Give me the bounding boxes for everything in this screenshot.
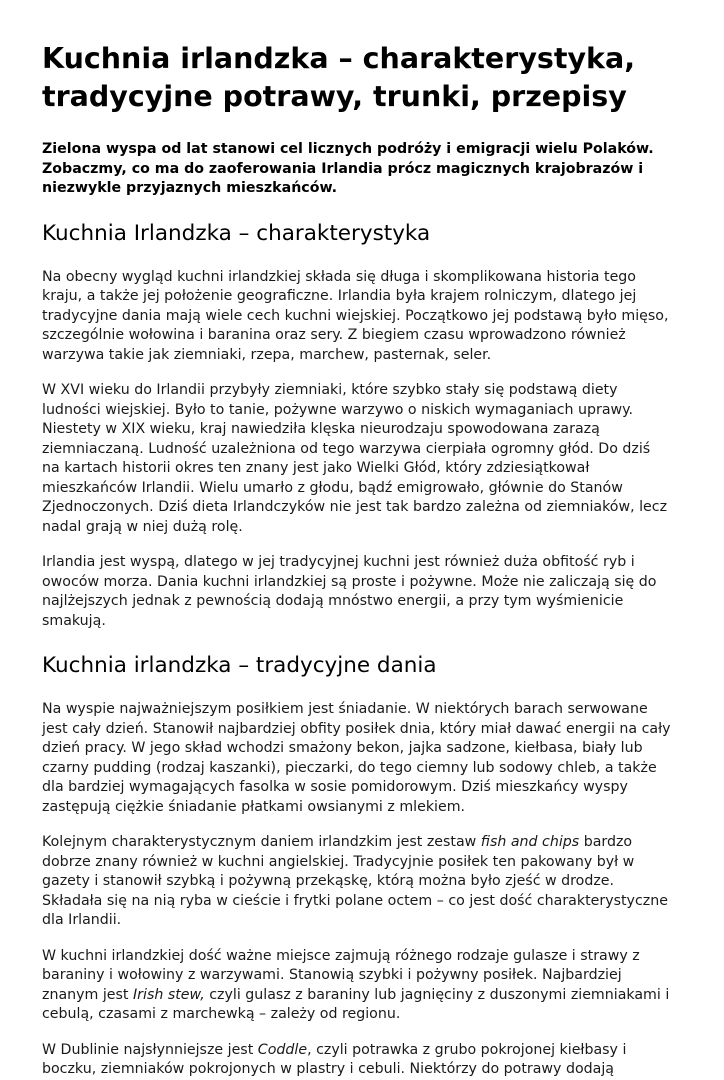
- paragraph: [42, 833, 682, 931]
- text-line: niezwykle przyjaznych mieszkańców.: [42, 180, 338, 196]
- text-fragment: znanym jest: [42, 986, 133, 1003]
- title-line: Kuchnia irlandzka – charakterystyka,: [42, 42, 636, 75]
- text-line: zastępują ciężkie śniadanie płatkami owsianymi z mlekiem.: [42, 798, 466, 815]
- dish-name-coddle: Coddle: [257, 1041, 308, 1058]
- paragraph: [42, 1041, 682, 1080]
- lead-paragraph: [42, 140, 682, 199]
- paragraph: [42, 268, 682, 366]
- text-line: nadal grają w niej dużą rolę.: [42, 518, 243, 535]
- text-line: [42, 986, 682, 1006]
- paragraph: [42, 700, 682, 817]
- text-line: Zobaczmy, co ma do zaoferowania Irlandia prócz magicznych krajobrazów i: [42, 160, 644, 177]
- text-line: Irlandia jest wyspą, dlatego w jej tradycyjnej kuchni jest również duża obfitość ryb i: [42, 554, 635, 570]
- text-line: jest cały dzień. Stanowił najbardziej obfity posiłek dnia, który miał dawać energii na cały: [42, 720, 671, 737]
- text-line: smakują.: [42, 612, 106, 629]
- text-line: najlżejszych jednak z pewnością dodają mnóstwo energii, a przy tym wyśmienicie: [42, 593, 624, 609]
- text-line: Zielona wyspa od lat stanowi cel licznych podróży i emigracji wielu Polaków.: [42, 141, 654, 157]
- text-line: boczku, ziemniaków pokrojonych w plastry i cebuli. Niektórzy do potrawy dodają: [42, 1061, 614, 1077]
- text-fragment: Kolejnym charakterystycznym daniem irlandzkim jest zestaw: [42, 834, 481, 850]
- dish-name-fish-and-chips: fish and chips: [480, 834, 580, 850]
- text-fragment: czyli gulasz z baraniny lub jagnięciny z duszonymi ziemniakami i: [204, 986, 670, 1003]
- text-line: tradycyjne dania mają wiele cech kuchni wiejskiej. Początkowo jej podstawą było mięso,: [42, 307, 669, 324]
- text-line: baraniny i wołowiny z warzywami. Stanowią szybki i pożywny posiłek. Najbardziej: [42, 967, 622, 983]
- paragraph: [42, 947, 682, 1025]
- text-line: dla Irlandii.: [42, 912, 122, 928]
- text-line: gazety i stanowił szybką i pożywną przekąskę, którą można było zjeść w drodze.: [42, 873, 615, 889]
- paragraph: [42, 381, 682, 537]
- text-line: warzywa takie jak ziemniaki, rzepa, marchew, pasternak, seler.: [42, 346, 492, 363]
- text-fragment: bardzo: [579, 834, 633, 850]
- text-line: dla bardziej wymagających fasolka w sosie pomidorowym. Dziś mieszkańcy wyspy: [42, 779, 628, 795]
- text-line: Niestety w XIX wieku, kraj nawiedziła klęska nieurodzaju spowodowana zarazą: [42, 421, 600, 437]
- text-line: [42, 1041, 682, 1061]
- text-line: czarny pudding (rodzaj kaszanki), pieczarki, do tego ciemny lub sodowy chleb, a także: [42, 759, 657, 776]
- text-line: cebulą, czasami z marchewką – zależy od regionu.: [42, 1006, 401, 1022]
- text-line: Składała się na nią ryba w cieście i frytki polane octem – co jest dość charakterystyczne: [42, 892, 668, 909]
- section-heading-characteristics: Kuchnia Irlandzka – charakterystyka: [42, 220, 431, 246]
- text-line: [42, 833, 682, 853]
- text-line: na kartach historii okres ten znany jest jako Wielki Głód, który zdziesiątkował: [42, 460, 590, 476]
- text-line: dobrze znany również w kuchni angielskiej. Tradycyjnie posiłek ten pakowany był w: [42, 853, 635, 870]
- text-line: kraju, a także jej położenie geograficzne. Irlandia była krajem rolniczym, dlatego jej: [42, 288, 637, 304]
- text-line: W XVI wieku do Irlandii przybyły ziemniaki, które szybko stały się podstawą diety: [42, 382, 618, 398]
- paragraph: [42, 553, 682, 631]
- text-line: W kuchni irlandzkiej dość ważne miejsce zajmują różnego rodzaje gulasze i strawy z: [42, 947, 640, 964]
- text-line: szczególnie wołowina i baranina oraz sery. Z biegiem czasu wprowadzono również: [42, 327, 626, 343]
- section-heading-traditional-dishes: Kuchnia irlandzka – tradycyjne dania: [42, 653, 437, 678]
- text-line: dzień pracy. W jego skład wchodzi smażony bekon, jajka sadzone, kiełbasa, biały lub: [42, 740, 643, 756]
- text-line: mieszkańców Irlandii. Wielu umarło z głodu, bądź emigrowało, głównie do Stanów: [42, 479, 623, 496]
- text-fragment: , czyli potrawka z grubo pokrojonej kiełbasy i: [307, 1041, 627, 1058]
- text-line: owoców morza. Dania kuchni irlandzkiej są proste i pożywne. Może nie zaliczają się do: [42, 573, 657, 590]
- dish-name-irish-stew: Irish stew,: [133, 986, 205, 1003]
- text-line: ludności wiejskiej. Było to tanie, pożywne warzywo o niskich wymaganiach uprawy.: [42, 401, 634, 418]
- text-line: Na wyspie najważniejszym posiłkiem jest śniadanie. W niektórych barach serwowane: [42, 701, 648, 717]
- text-line: Na obecny wygląd kuchni irlandzkiej składa się długa i skomplikowana historia tego: [42, 268, 636, 285]
- title-line: tradycyjne potrawy, trunki, przepisy: [42, 80, 627, 113]
- page-title: [42, 40, 682, 116]
- text-line: ziemniaczaną. Ludność uzależniona od tego warzywa cierpiała ogromny głód. Do dziś: [42, 440, 651, 457]
- text-line: Zjednoczonych. Dziś dieta Irlandczyków nie jest tak bardzo zależna od ziemniaków, lecz: [42, 499, 668, 515]
- text-fragment: W Dublinie najsłynniejsze jest: [42, 1041, 258, 1058]
